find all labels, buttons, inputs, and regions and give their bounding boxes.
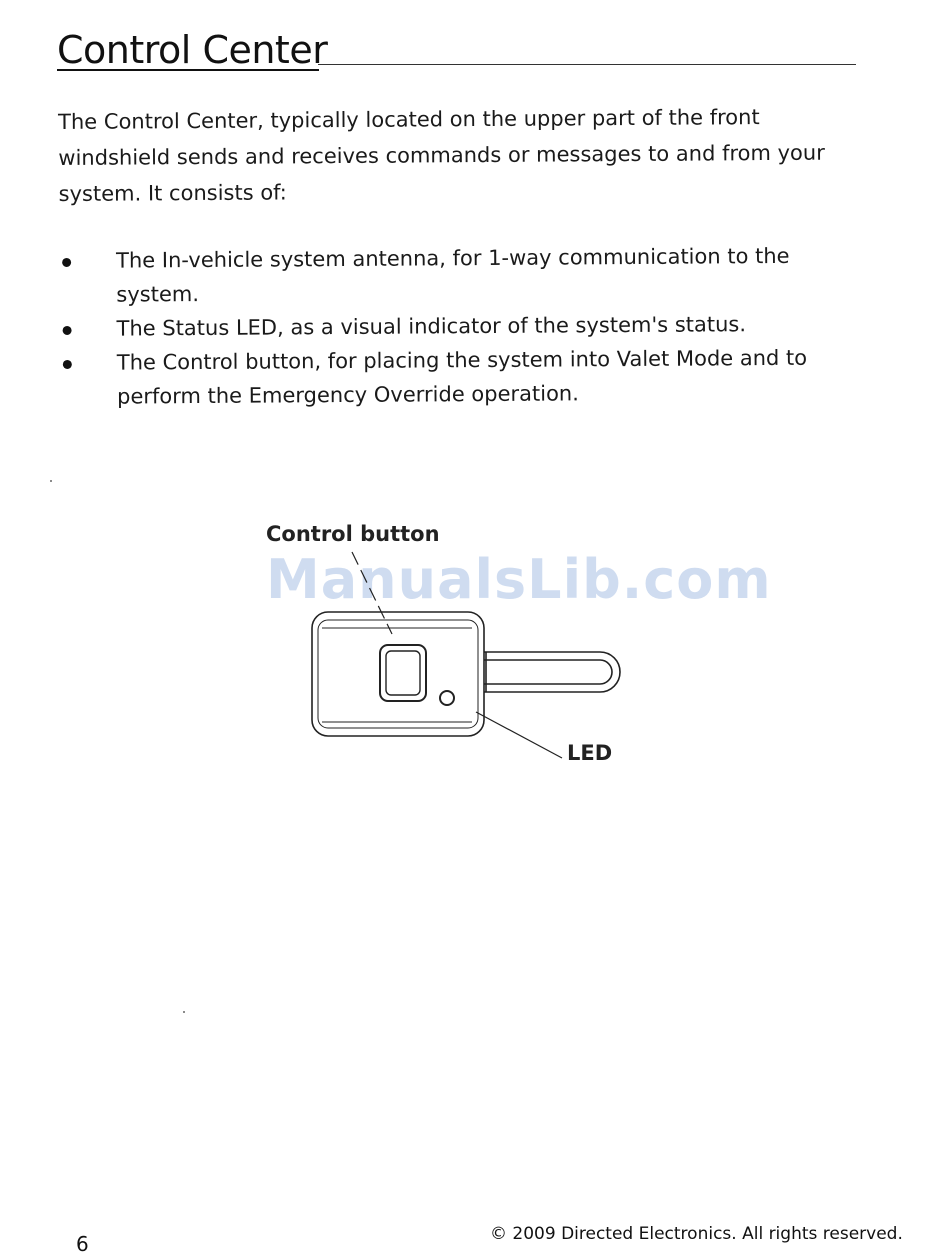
title-rule	[318, 64, 856, 65]
led-label: LED	[567, 741, 613, 765]
list-item	[58, 306, 858, 346]
bullet-icon	[62, 258, 71, 267]
watermark: ManualsLib.com	[266, 548, 772, 611]
led-shape	[440, 691, 454, 705]
led-leader	[476, 712, 562, 758]
list-item	[58, 238, 858, 312]
list-item-text: The In-vehicle system antenna, for 1-way communication to the system.	[116, 243, 790, 307]
component-list	[58, 238, 859, 414]
scan-speck	[183, 1011, 185, 1013]
antenna-loop-inner	[484, 660, 612, 684]
bullet-icon	[63, 326, 72, 335]
antenna-loop	[484, 652, 620, 692]
bullet-icon	[63, 360, 72, 369]
title-underline	[57, 69, 319, 71]
scan-speck	[50, 480, 52, 482]
copyright-notice: © 2009 Directed Electronics. All rights reserved.	[490, 1224, 903, 1244]
intro-paragraph: The Control Center, typically located on the upper part of the front windshield sends and receives commands or messages to and from your system. It consists of:	[58, 105, 825, 206]
device-body-inner	[318, 620, 478, 728]
list-item-text: The Control button, for placing the system into Valet Mode and to perform the Emergency Override operation.	[116, 345, 808, 409]
control-button-label: Control button	[266, 522, 440, 546]
list-item	[59, 340, 859, 414]
page-number: 6	[76, 1232, 89, 1256]
device-body	[312, 612, 484, 736]
page-title: Control Center	[57, 28, 328, 72]
list-item-text: The Status LED, as a visual indicator of the system's status.	[116, 312, 747, 341]
control-button-shape	[380, 645, 426, 701]
